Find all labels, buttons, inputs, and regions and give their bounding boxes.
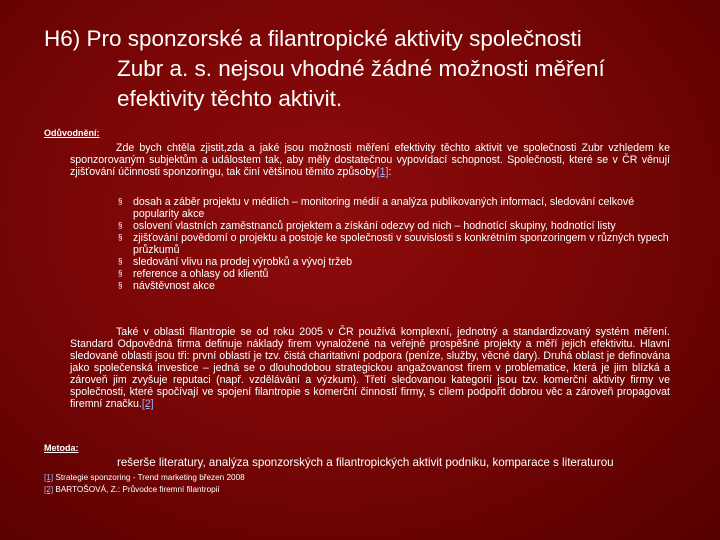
bullet-marker: § [118,257,123,266]
list-item: § sledování vlivu na prodej výrobků a vývoj tržeb [118,256,353,268]
footnote-2: [2] BARTOŠOVÁ, Z.: Průvodce firemní filantropií [44,485,220,494]
title-line-2: Zubr a. s. nejsou vhodné žádné možnosti měření [117,56,605,81]
method-label: Metoda: [44,443,79,453]
method-text: rešerše literatury, analýza sponzorských a filantropických aktivit podniku, komparace s literaturou [117,456,614,469]
list-item: § reference a ohlasy od klientů [118,268,269,280]
bullet-marker: § [118,281,123,290]
title-line-1: H6) Pro sponzorské a filantropické aktivity společnosti [44,26,582,51]
footnote-2-ref[interactable]: [2] [44,485,54,494]
list-item: § návštěvnost akce [118,280,215,292]
rationale-label: Odůvodnění: [44,128,100,138]
footnote-1-ref[interactable]: [1] [44,473,54,482]
list-item: § zjišťování povědomí o projektu a postoje ke společnosti v souvislosti s konkrétním sponzoringem v různých typech průzkumů [118,232,669,256]
rationale-text: Zde bych chtěla zjistit,zda a jaké jsou možnosti měření efektivity těchto aktivit ve společnosti Zubr vzhledem ke sponzorovaným subjektům a událostem tak, aby měly dostatečnou vypovídací schopnost. Společnosti, které se v ČR věnují zjišťování účinnosti sponzoringu, tak činí většinou těmito způsoby [70,142,670,178]
footnote-1: [1] Strategie sponzoring - Trend marketing březen 2008 [44,473,245,482]
measurement-methods-list [118,196,673,292]
slide-title [44,24,704,114]
title-line-3: efektivity těchto aktivit. [117,86,343,111]
footnote-ref-1[interactable]: [1] [376,166,389,178]
bullet-marker: § [118,221,123,230]
bullet-marker: § [118,269,123,278]
bullet-marker: § [118,233,123,242]
rationale-paragraph: Zde bych chtěla zjistit,zda a jaké jsou možnosti měření efektivity těchto aktivit ve společnosti Zubr vzhledem ke sponzorovaným subjektům a událostem tak, aby měly dostatečnou vypovídací schopnost. Společnosti, které se v ČR věnují zjišťování účinnosti sponzoringu, tak činí většinou těmito způsoby[1]: [70,142,670,178]
footnote-ref-2[interactable]: [2] [141,398,154,410]
list-item: § dosah a záběr projektu v médiích – monitoring médií a analýza publikovaných informací, sledování celkové popularity akce [118,196,635,220]
list-item: § oslovení vlastních zaměstnanců projektem a získání odezvy od nich – hodnotící skupiny, hodnotící listy [118,220,616,232]
philanthropy-paragraph [70,326,670,410]
philanthropy-text: Také v oblasti filantropie se od roku 2005 v ČR používá komplexní, jednotný a standardizovaný systém měření. Standard Odpovědná firma definuje náklady firem vynaložené na veřejně prospěšné projekty a měří jejich efektivitu. Hlavní sledované oblasti jsou tři: první oblastí je tzv. čistá charitativní podpora (peníze, služby, věcné dary). Druhá oblast je definována jako společenská investice – jedná se o dlouhodobou strategickou angažovanost firem v problematice, která je jim blízká a zároveň jim zvyšuje reputaci (např. vzdělávání a výzkum). Třetí sledovanou kategorií jsou tzv. komerční aktivity firmy ve společnosti, které spočívají ve spojení filantropie s komerční činností firmy, s cílem podpořit dobrou věc a zároveň propagovat firemní značku. [70,326,670,410]
bullet-marker: § [118,197,123,206]
